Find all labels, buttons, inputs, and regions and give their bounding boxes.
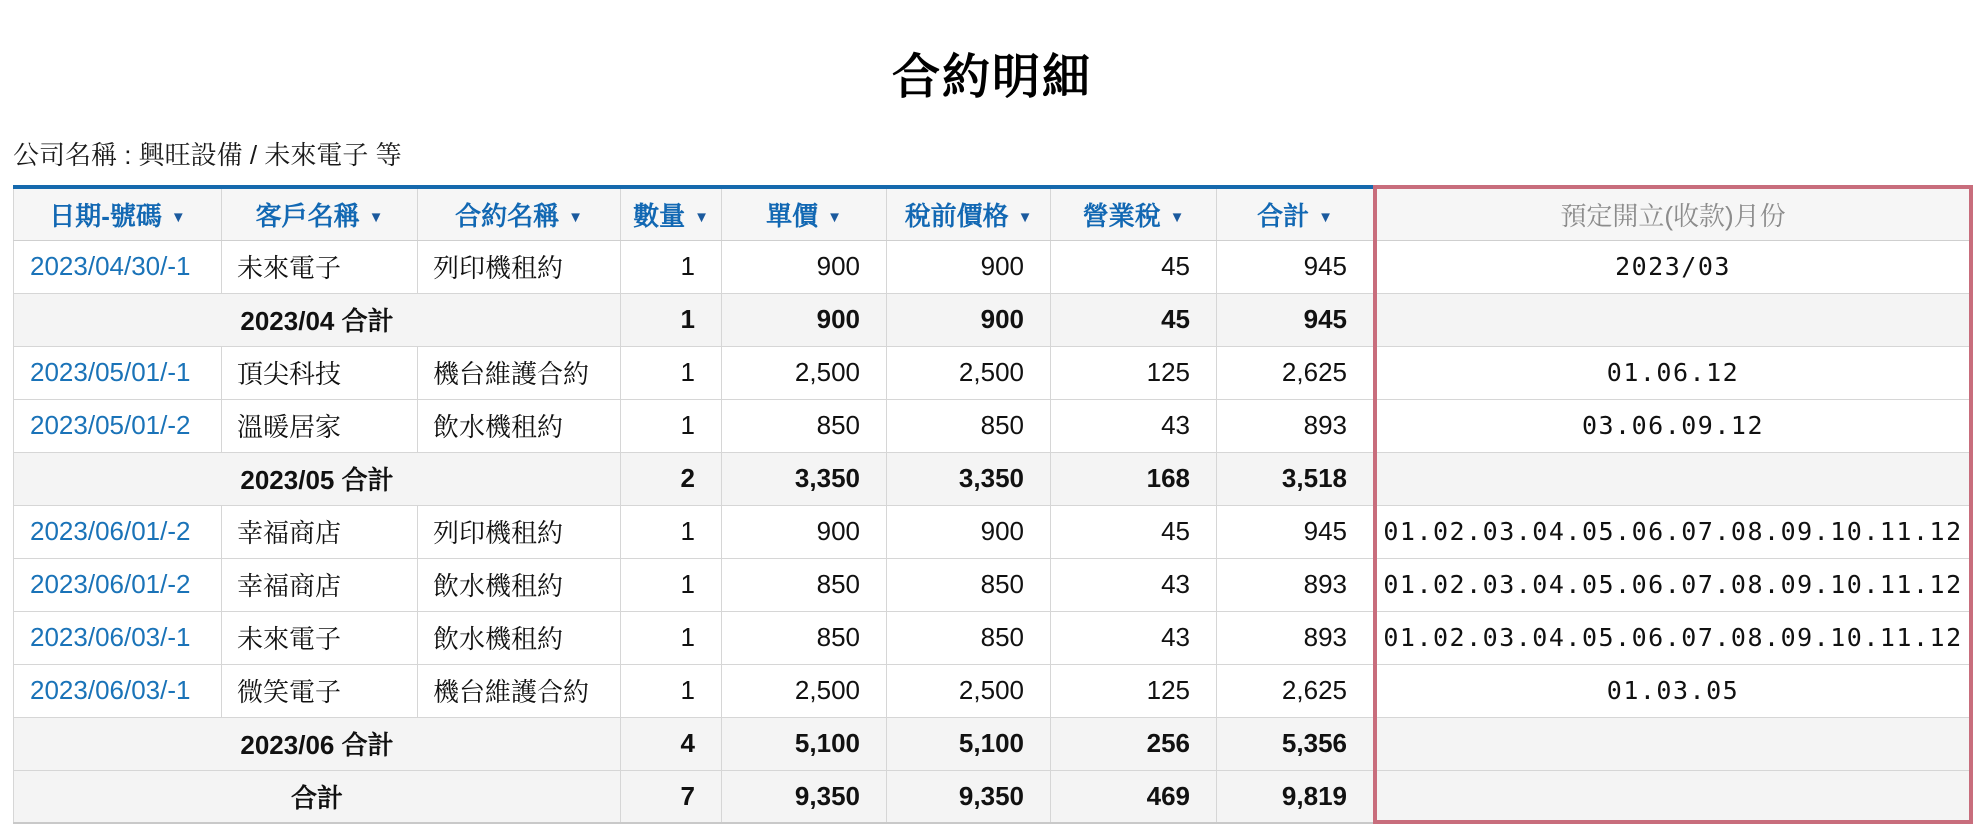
total-cell: 893 — [1217, 399, 1374, 452]
tax-cell: 45 — [1051, 240, 1217, 293]
col-header-contract[interactable]: 合約名稱 ▼ — [418, 187, 621, 240]
unit-price-cell: 850 — [722, 611, 887, 664]
months-cell — [1374, 452, 1973, 505]
unit-price-cell: 9,350 — [722, 770, 887, 823]
tax-cell: 168 — [1051, 452, 1217, 505]
total-cell: 2,625 — [1217, 664, 1374, 717]
col-header-business-tax[interactable]: 營業稅 ▼ — [1051, 187, 1217, 240]
subtotal-row — [14, 293, 1973, 346]
pretax-cell: 9,350 — [887, 770, 1051, 823]
customer-cell: 幸福商店 — [222, 505, 418, 558]
pretax-cell: 900 — [887, 293, 1051, 346]
date-link[interactable]: 2023/05/01/-2 — [30, 410, 191, 440]
tax-cell: 125 — [1051, 346, 1217, 399]
customer-cell: 頂尖科技 — [222, 346, 418, 399]
customer-cell: 幸福商店 — [222, 558, 418, 611]
unit-price-cell: 3,350 — [722, 452, 887, 505]
col-header-unit-price[interactable]: 單價 ▼ — [722, 187, 887, 240]
pretax-cell: 2,500 — [887, 346, 1051, 399]
qty-cell: 4 — [621, 717, 722, 770]
table-row — [14, 611, 1973, 664]
tax-cell: 45 — [1051, 505, 1217, 558]
pretax-cell: 5,100 — [887, 717, 1051, 770]
unit-price-cell: 2,500 — [722, 346, 887, 399]
unit-price-cell: 850 — [722, 399, 887, 452]
pretax-cell: 850 — [887, 399, 1051, 452]
sort-down-icon: ▼ — [827, 208, 842, 226]
tax-cell: 256 — [1051, 717, 1217, 770]
total-cell: 945 — [1217, 505, 1374, 558]
date-link[interactable]: 2023/06/01/-2 — [30, 569, 191, 599]
qty-cell: 1 — [621, 293, 722, 346]
qty-cell: 1 — [621, 240, 722, 293]
unit-price-cell: 900 — [722, 240, 887, 293]
tax-cell: 43 — [1051, 611, 1217, 664]
table-row — [14, 346, 1973, 399]
grand-total-label: 合計 — [14, 770, 621, 823]
contract-detail-table — [13, 185, 1973, 824]
tax-cell: 469 — [1051, 770, 1217, 823]
qty-cell: 2 — [621, 452, 722, 505]
sort-down-icon: ▼ — [568, 208, 583, 226]
sort-down-icon: ▼ — [1169, 208, 1185, 226]
subtotal-label: 2023/04 合計 — [14, 293, 621, 346]
contract-cell: 列印機租約 — [418, 505, 621, 558]
months-cell — [1374, 717, 1973, 770]
contract-detail-table-wrap — [13, 185, 1973, 824]
months-cell: 01.02.03.04.05.06.07.08.09.10.11.12 — [1374, 558, 1973, 611]
qty-cell: 1 — [621, 505, 722, 558]
unit-price-cell: 850 — [722, 558, 887, 611]
months-cell — [1374, 770, 1973, 823]
total-cell: 893 — [1217, 558, 1374, 611]
total-cell: 945 — [1217, 240, 1374, 293]
months-cell: 03.06.09.12 — [1374, 399, 1973, 452]
unit-price-cell: 900 — [722, 505, 887, 558]
total-cell: 2,625 — [1217, 346, 1374, 399]
company-name-line: 公司名稱 : 興旺設備 / 未來電子 等 — [13, 140, 402, 170]
months-cell: 01.06.12 — [1374, 346, 1973, 399]
total-cell: 5,356 — [1217, 717, 1374, 770]
pretax-cell: 900 — [887, 505, 1051, 558]
total-cell: 9,819 — [1217, 770, 1374, 823]
col-header-date-number[interactable]: 日期-號碼 ▼ — [14, 187, 222, 240]
qty-cell: 1 — [621, 399, 722, 452]
months-cell: 01.03.05 — [1374, 664, 1973, 717]
date-link[interactable]: 2023/05/01/-1 — [30, 357, 191, 387]
tax-cell: 43 — [1051, 558, 1217, 611]
date-link[interactable]: 2023/06/03/-1 — [30, 622, 191, 652]
col-header-quantity[interactable]: 數量 ▼ — [621, 187, 722, 240]
contract-cell: 列印機租約 — [418, 240, 621, 293]
subtotal-row — [14, 452, 1973, 505]
months-cell: 01.02.03.04.05.06.07.08.09.10.11.12 — [1374, 611, 1973, 664]
qty-cell: 1 — [621, 664, 722, 717]
contract-cell: 飲水機租約 — [418, 399, 621, 452]
subtotal-row — [14, 717, 1973, 770]
customer-cell: 未來電子 — [222, 240, 418, 293]
total-cell: 3,518 — [1217, 452, 1374, 505]
contract-cell: 機台維護合約 — [418, 664, 621, 717]
pretax-cell: 850 — [887, 611, 1051, 664]
tax-cell: 125 — [1051, 664, 1217, 717]
table-row — [14, 399, 1973, 452]
tax-cell: 43 — [1051, 399, 1217, 452]
pretax-cell: 850 — [887, 558, 1051, 611]
customer-cell: 未來電子 — [222, 611, 418, 664]
contract-cell: 飲水機租約 — [418, 558, 621, 611]
col-header-total[interactable]: 合計 ▼ — [1217, 187, 1374, 240]
page-title: 合約明細 — [891, 51, 1092, 104]
subtotal-label: 2023/05 合計 — [14, 452, 621, 505]
unit-price-cell: 900 — [722, 293, 887, 346]
table-row — [14, 558, 1973, 611]
unit-price-cell: 5,100 — [722, 717, 887, 770]
pretax-cell: 3,350 — [887, 452, 1051, 505]
pretax-cell: 900 — [887, 240, 1051, 293]
pretax-cell: 2,500 — [887, 664, 1051, 717]
sort-down-icon: ▼ — [1318, 208, 1333, 226]
sort-down-icon: ▼ — [1017, 208, 1033, 226]
sort-down-icon: ▼ — [694, 208, 709, 226]
sort-down-icon: ▼ — [368, 208, 384, 226]
customer-cell: 溫暖居家 — [222, 399, 418, 452]
date-link[interactable]: 2023/04/30/-1 — [30, 251, 191, 281]
header-row — [14, 187, 1973, 240]
unit-price-cell: 2,500 — [722, 664, 887, 717]
contract-cell: 機台維護合約 — [418, 346, 621, 399]
col-header-billing-months: 預定開立(收款)月份 — [1374, 187, 1973, 240]
qty-cell: 7 — [621, 770, 722, 823]
months-cell — [1374, 293, 1973, 346]
date-link[interactable]: 2023/06/01/-2 — [30, 516, 191, 546]
grand-total-row — [14, 770, 1973, 823]
subtotal-label: 2023/06 合計 — [14, 717, 621, 770]
date-link[interactable]: 2023/06/03/-1 — [30, 675, 191, 705]
total-cell: 893 — [1217, 611, 1374, 664]
table-row — [14, 664, 1973, 717]
customer-cell: 微笑電子 — [222, 664, 418, 717]
total-cell: 945 — [1217, 293, 1374, 346]
tax-cell: 45 — [1051, 293, 1217, 346]
contract-cell: 飲水機租約 — [418, 611, 621, 664]
table-row — [14, 240, 1973, 293]
table-row — [14, 505, 1973, 558]
col-header-pretax-price[interactable]: 稅前價格 ▼ — [887, 187, 1051, 240]
months-cell: 01.02.03.04.05.06.07.08.09.10.11.12 — [1374, 505, 1973, 558]
months-cell: 2023/03 — [1374, 240, 1973, 293]
sort-down-icon: ▼ — [170, 208, 186, 226]
col-header-customer[interactable]: 客戶名稱 ▼ — [222, 187, 418, 240]
qty-cell: 1 — [621, 611, 722, 664]
qty-cell: 1 — [621, 346, 722, 399]
qty-cell: 1 — [621, 558, 722, 611]
